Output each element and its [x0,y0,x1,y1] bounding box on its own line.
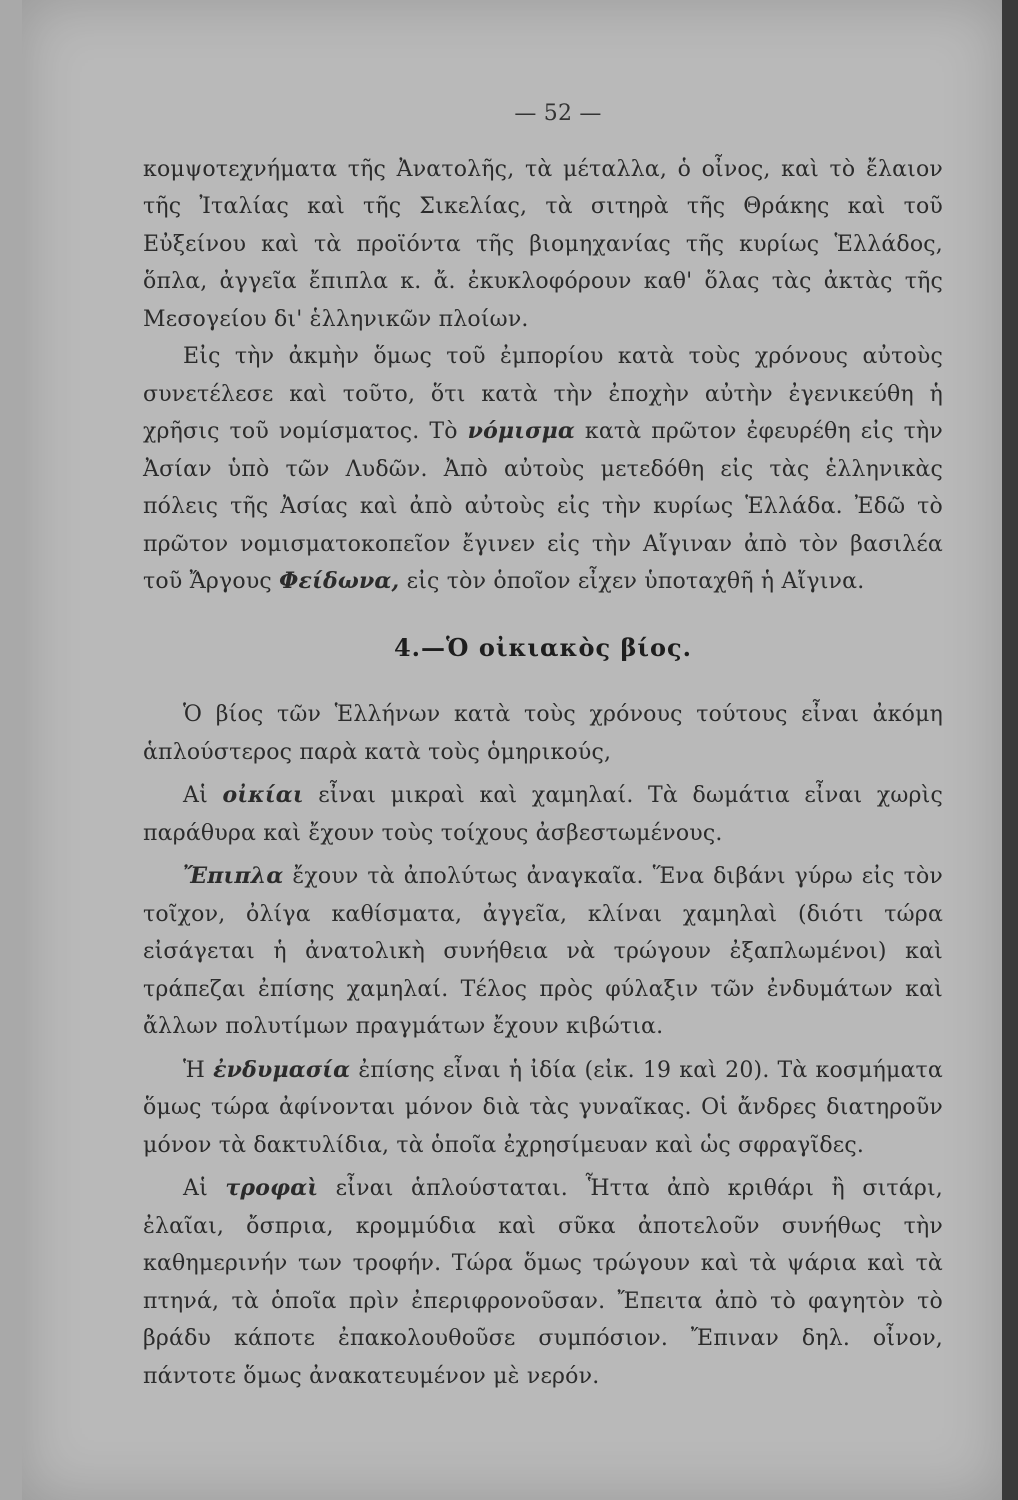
text-run: εἰς τὸν ὁποῖον εἶχεν ὑποταχθῆ ἡ Αἴγινα. [399,569,865,594]
page-text [143,95,943,1395]
paragraph-commerce-goods: κομψοτεχνήματα τῆς Ἀνατολῆς, τὰ μέταλλα, ὁ οἶνος, καὶ τὸ ἔλαιον τῆς Ἰταλίας καὶ τῆς Σικελίας, τὰ σιτηρὰ τῆς Θράκης καὶ τοῦ Εὐξείνου καὶ τὰ προϊόντα τῆς βιομηχανίας τῆς κυρίως Ἑλλάδος, ὅπλα, ἀγγεῖα ἔπιπλα κ. ἄ. ἐκυκλοφόρουν καθ' ὅλας τὰς ἀκτὰς τῆς Μεσογείου δι' ἑλληνικῶν πλοίων. [143,156,943,332]
text-run: εἶναι ἁπλούσταται. Ἧττα ἀπὸ κριθάρι ἢ σιτάρι, ἐλαῖαι, ὄσπρια, κρομμύδια καὶ σῦκα ἀποτελοῦν συνήθως τὴν καθημερινήν των τροφήν. Τώρα ὅμως τρώγουν καὶ τὰ ψάρια καὶ τὰ πτηνά, τὰ ὁποῖα πρὶν ἐπεριφρονοῦσαν. Ἔπειτα ἀπὸ τὸ φαγητὸν τὸ βράδυ κάποτε ἐπακολουθοῦσε συμπόσιον. Ἔπιναν δηλ. οἶνον, πάντοτε ὅμως ἀνακατευμένον μὲ νερόν. [143,1176,943,1389]
paragraph-furniture [143,858,943,1046]
emphasis-term: νόμισμα [467,418,575,444]
section-heading: 4.—Ὁ οἰκιακὸς βίος. [393,632,693,662]
page-number: — 52 — [514,101,602,126]
emphasis-term: Φείδωνα, [279,568,400,594]
text-run: Ἡ [183,1057,214,1083]
text-run: ἐπίσης εἶναι ἡ ἰδία (εἰκ. 19 καὶ 20). Τὰ κοσμήματα ὅμως τώρα ἀφίνονται μόνον διὰ τὰς γυναῖκας. Οἱ ἄνδρες διατηροῦν μόνον τὰ δακτυλίδια, τὰ ὁποῖα ἐχρησίμευαν καὶ ὡς σφραγῖδες. [143,1057,943,1158]
paragraph-clothing [143,1052,943,1165]
page-right-edge [1002,0,1018,1500]
text-run: Εἰς τὴν ἀκμὴν ὅμως τοῦ ἐμπορίου κατὰ τοὺς χρόνους αὐτοὺς συνετέλεσε καὶ τοῦτο, ὅτι κατὰ τὴν ἐποχὴν αὐτὴν ἐγενικεύθη ἡ χρῆσις τοῦ νομίσματος. Τὸ [143,344,943,444]
text-run: Αἱ [183,1176,226,1201]
text-run: ἔχουν τὰ ἀπολύτως ἀναγκαῖα. Ἕνα διβάνι γύρω εἰς τὸν τοῖχον, ὀλίγα καθίσματα, ἀγγεῖα, κλίναι χαμηλαὶ (διότι τώρα εἰσάγεται ἡ ἀνατολικὴ συνήθεια νὰ τρώγουν ἐξαπλωμένοι) καὶ τράπεζαι ἐπίσης χαμηλαί. Τέλος πρὸς φύλαξιν τῶν ἐνδυμάτων καὶ ἄλλων πολυτίμων πραγμάτων ἔχουν κιβώτια. [143,864,943,1039]
text-run: Αἱ [183,783,223,808]
emphasis-term: Ἔπιπλα [183,863,284,889]
paragraph-coinage [143,338,943,601]
paragraph-domestic-life: Ὁ βίος τῶν Ἑλλήνων κατὰ τοὺς χρόνους τούτους εἶναι ἀκόμη ἁπλούστερος παρὰ κατὰ τοὺς ὁμηρικούς, [143,702,943,765]
emphasis-term: οἰκίαι [222,782,304,808]
text-run: εἶναι μικραὶ καὶ χαμηλαί. Τὰ δωμάτια εἶναι χωρὶς παράθυρα καὶ ἔχουν τοὺς τοίχους ἀσβεστωμένους. [143,783,943,846]
emphasis-term: ἐνδυμασία [213,1056,351,1083]
paragraph-food [143,1170,943,1395]
paragraph-houses [143,777,943,852]
page-left-edge [0,0,22,1500]
text-run: κατὰ πρῶτον ἐφευρέθη εἰς τὴν Ἀσίαν ὑπὸ τῶν Λυδῶν. Ἀπὸ αὐτοὺς μετεδόθη εἰς τὰς ἑλληνικὰς πόλεις τῆς Ἀσίας καὶ ἀπὸ αὐτοὺς εἰς τὴν κυρίως Ἑλλάδα. Ἐδῶ τὸ πρῶτον νομισματοκοπεῖον ἔγινεν εἰς τὴν Αἴγιναν ἀπὸ τὸν βασιλέα τοῦ Ἄργους [143,419,943,594]
emphasis-term: τροφαὶ [225,1175,319,1201]
